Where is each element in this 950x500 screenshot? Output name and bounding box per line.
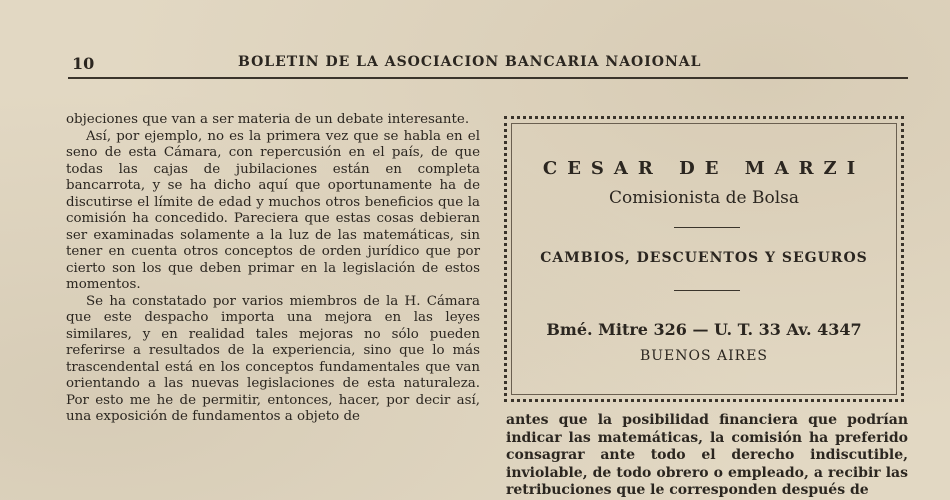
page-number: 10 <box>72 54 95 73</box>
advertiser-name: CESAR DE MARZI <box>542 158 866 179</box>
header-rule <box>68 77 908 79</box>
left-column <box>66 112 480 426</box>
right-column <box>506 412 908 500</box>
advertiser-services: CAMBIOS, DESCUENTOS Y SEGUROS <box>540 250 868 266</box>
paragraph-2: Así, por ejemplo, no es la primera vez que se habla en el seno de esta Cámara, con repercusión en el país, de que todas las cajas de jubilaciones están en completa bancarrota, y se ha dicho aquí que oportunamente ha de discutirse el límite de edad y muchos otros beneficios que la comisión ha concedido. Pareciera que estas cosas debieran ser examinadas solamente a la luz de las matemáticas, sin tener en cuenta otros conceptos de orden jurídico que por cierto son los que deben primar en la legislación de estos momentos. <box>66 128 480 292</box>
paragraph-3: Se ha constatado por varios miembros de la H. Cámara que este despacho importa una mejora en las leyes similares, y en realidad tales mejoras no sólo pueden referirse a resultados de la experiencia, sino que lo más trascendental está en los conceptos fundamentales que van orientando a las nuevas legislaciones de esta naturaleza. Por esto me he de permitir, entonces, hacer, por decir así, una exposición de fundamentos a objeto de <box>66 293 480 424</box>
running-title: BOLETIN DE LA ASOCIACION BANCARIA NAOIONAL <box>238 54 702 70</box>
advertiser-address: Bmé. Mitre 326 — U. T. 33 Av. 4347 <box>546 320 862 339</box>
page-header <box>70 50 908 76</box>
advertiser-city: BUENOS AIRES <box>639 348 769 364</box>
advertisement-inner-frame <box>511 123 897 395</box>
advertiser-profession: Comisionista de Bolsa <box>608 188 800 208</box>
right-paragraph: antes que la posibilidad financiera que podrían indicar las matemáticas, la comisión ha preferido consagrar ante todo el derecho indiscutible, inviolable, de todo obrero o empleado, a recibir las retribuciones que le corresponden después de <box>506 412 908 498</box>
advertisement-box <box>504 116 904 402</box>
paragraph-1: objeciones que van a ser materia de un debate interesante. <box>66 112 470 127</box>
advertisement-divider-2 <box>674 290 740 291</box>
advertisement-divider-1 <box>674 227 740 228</box>
